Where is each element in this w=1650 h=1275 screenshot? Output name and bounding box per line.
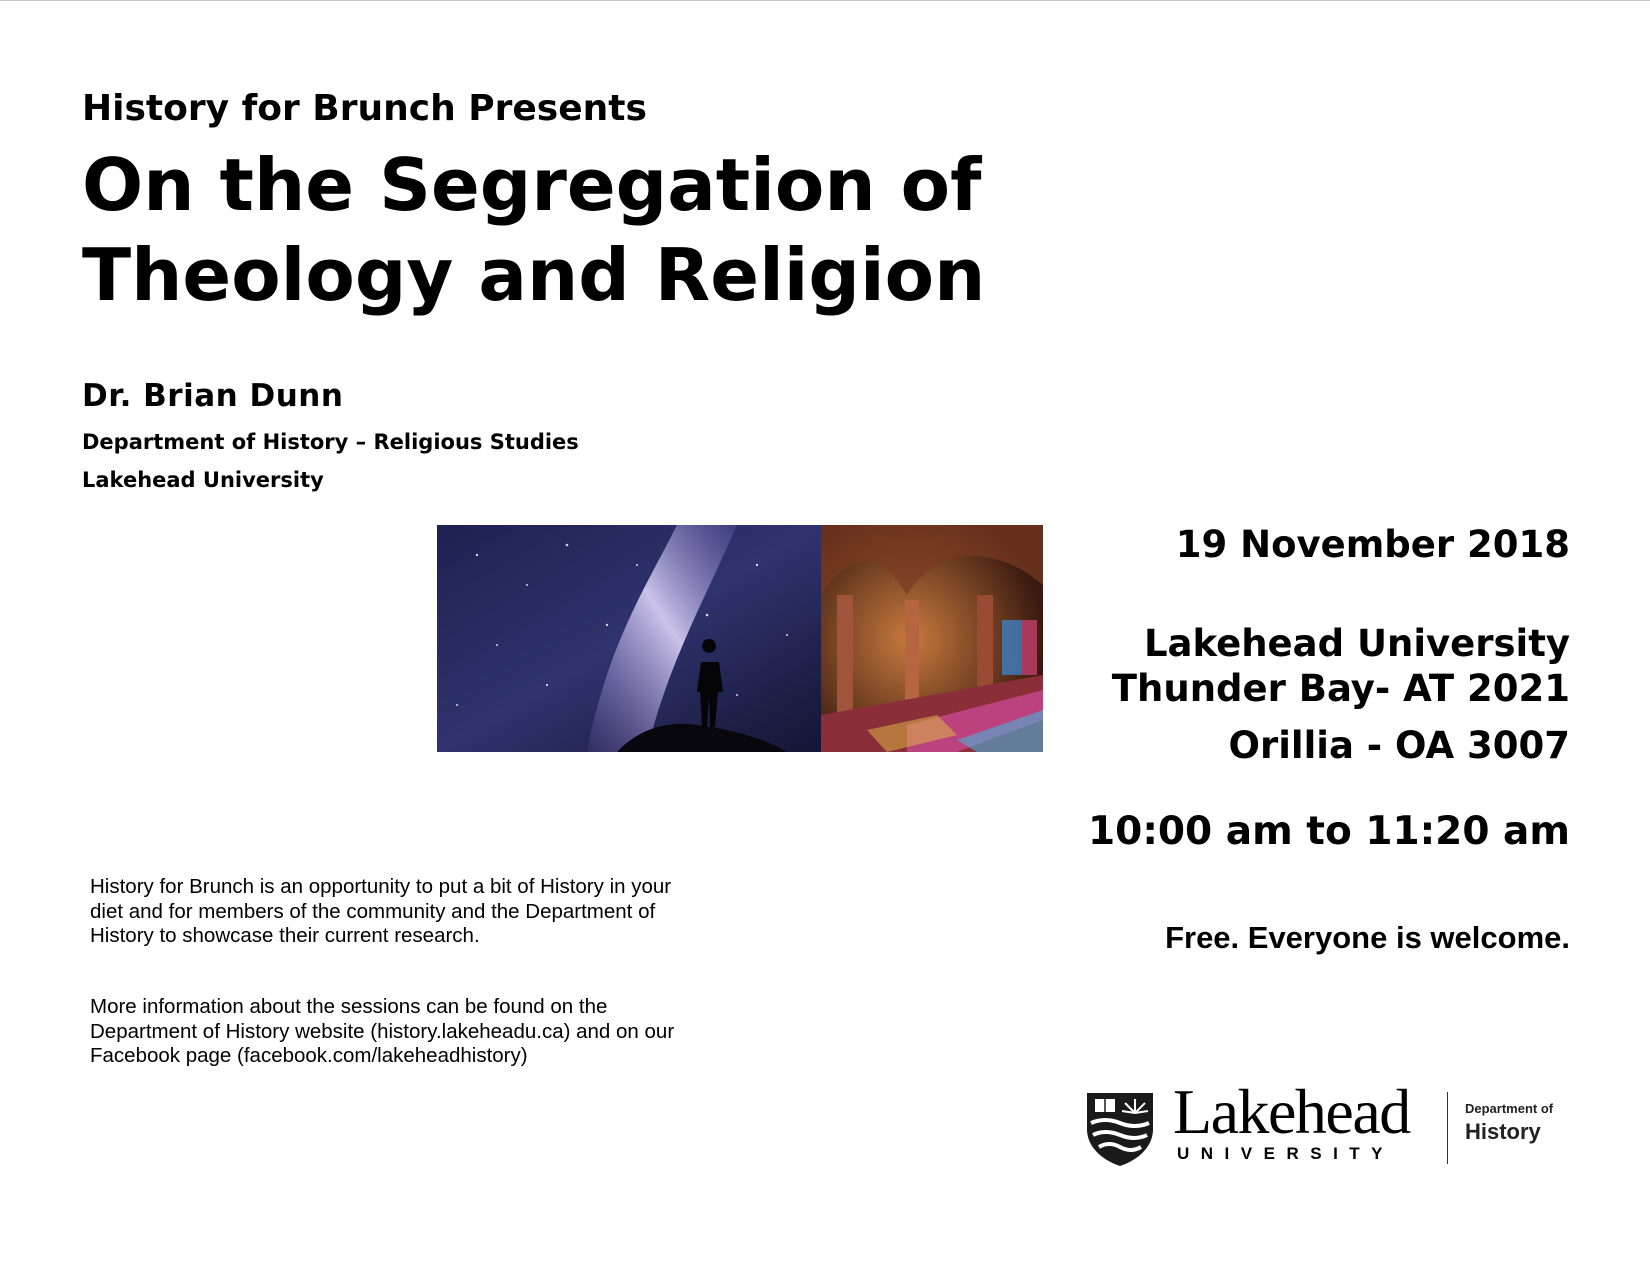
milky-way-image <box>437 525 821 752</box>
lakehead-logo <box>1085 1076 1565 1167</box>
event-room-thunder-bay: Thunder Bay- AT 2021 <box>1111 667 1570 710</box>
logo-wordmark-sub: UNIVERSITY <box>1177 1144 1395 1163</box>
mosque-interior-image <box>821 525 1043 752</box>
event-venue: Lakehead University <box>1143 622 1570 665</box>
series-heading: History for Brunch Presents <box>82 88 647 129</box>
logo-history-label: History <box>1465 1119 1541 1144</box>
event-time: 10:00 am to 11:20 am <box>1088 809 1570 854</box>
event-title: On the Segregation of Theology and Religion <box>82 143 986 317</box>
speaker-name: Dr. Brian Dunn <box>82 378 344 414</box>
banner-image <box>437 525 1043 752</box>
event-admission: Free. Everyone is welcome. <box>1165 920 1570 955</box>
event-date: 19 November 2018 <box>1175 523 1570 566</box>
more-info-paragraph: More information about the sessions can be found on the Department of History website (history.lakeheadu.ca) and on our Facebook page (facebook.com/lakeheadhistory) <box>90 995 675 1067</box>
description-paragraph: History for Brunch is an opportunity to put a bit of History in your diet and for members of the community and the Department of History to showcase their current research. <box>90 875 672 947</box>
top-border-line <box>0 0 1650 1</box>
event-room-orillia: Orillia - OA 3007 <box>1228 724 1570 767</box>
logo-wordmark: Lakehead <box>1173 1076 1410 1147</box>
speaker-department: Department of History – Religious Studies <box>82 430 579 454</box>
speaker-university: Lakehead University <box>82 468 324 492</box>
lakehead-crest-icon <box>1085 1091 1155 1167</box>
logo-department-label: Department of <box>1465 1101 1554 1116</box>
logo-divider <box>1447 1092 1448 1164</box>
